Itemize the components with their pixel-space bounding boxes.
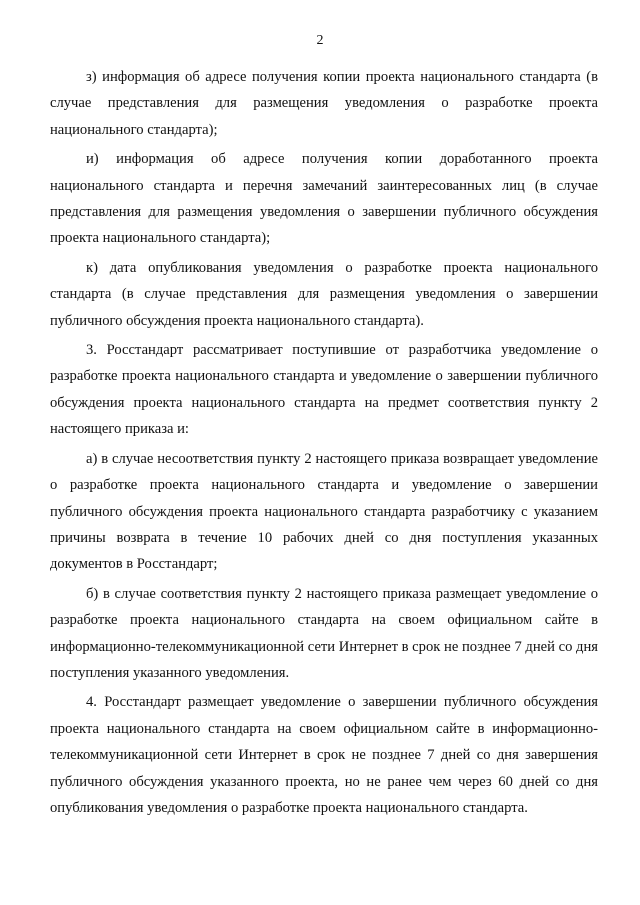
paragraph-item-b: б) в случае соответствия пункту 2 настоящего приказа размещает уведомление о разработке проекта национального стандарта на своем официальном сайте в информационно-телекоммуникационной сети Интернет в срок не позднее 7 дней со дня поступления указанного уведомления. <box>50 585 598 681</box>
paragraph-section-4: 4. Росстандарт размещает уведомление о завершении публичного обсуждения проекта национального стандарта на своем официальном сайте в информационно-телекоммуникационной сети Интернет в срок не позднее 7 дней со дня завершения публичного обсуждения указанного проекта, но не ранее чем через 60 дней со дня опубликования уведомления о разработке проекта национального стандарта. <box>50 694 598 816</box>
paragraph-item-z: з) информация об адресе получения копии проекта национального стандарта (в случае представления для размещения уведомления о разработке проекта национального стандарта); <box>50 69 598 138</box>
paragraph-section-3: 3. Росстандарт рассматривает поступившие от разработчика уведомление о разработке проекта национального стандарта и уведомление о завершении публичного обсуждения проекта национального стандарта на предмет соответствия пункту 2 настоящего приказа и: <box>50 342 598 438</box>
paragraph-item-k: к) дата опубликования уведомления о разработке проекта национального стандарта (в случае представления для размещения уведомления о завершении публичного обсуждения проекта национального стандарта). <box>50 259 598 329</box>
page-number: 2 <box>316 33 324 48</box>
document-body <box>50 64 598 824</box>
paragraph-item-i: и) информация об адресе получения копии доработанного проекта национального стандарта и перечня замечаний заинтересованных лиц (в случае представления для размещения уведомления о завершении публичного обсуждения проекта национального стандарта); <box>50 151 598 247</box>
paragraph-item-a: а) в случае несоответствия пункту 2 настоящего приказа возвращает уведомление о разработке проекта национального стандарта и уведомление о завершении публичного обсуждения проекта национального стандарта разработчику с указанием причины возврата в течение 10 рабочих дней со дня поступления указанных документов в Росстандарт; <box>50 450 598 573</box>
